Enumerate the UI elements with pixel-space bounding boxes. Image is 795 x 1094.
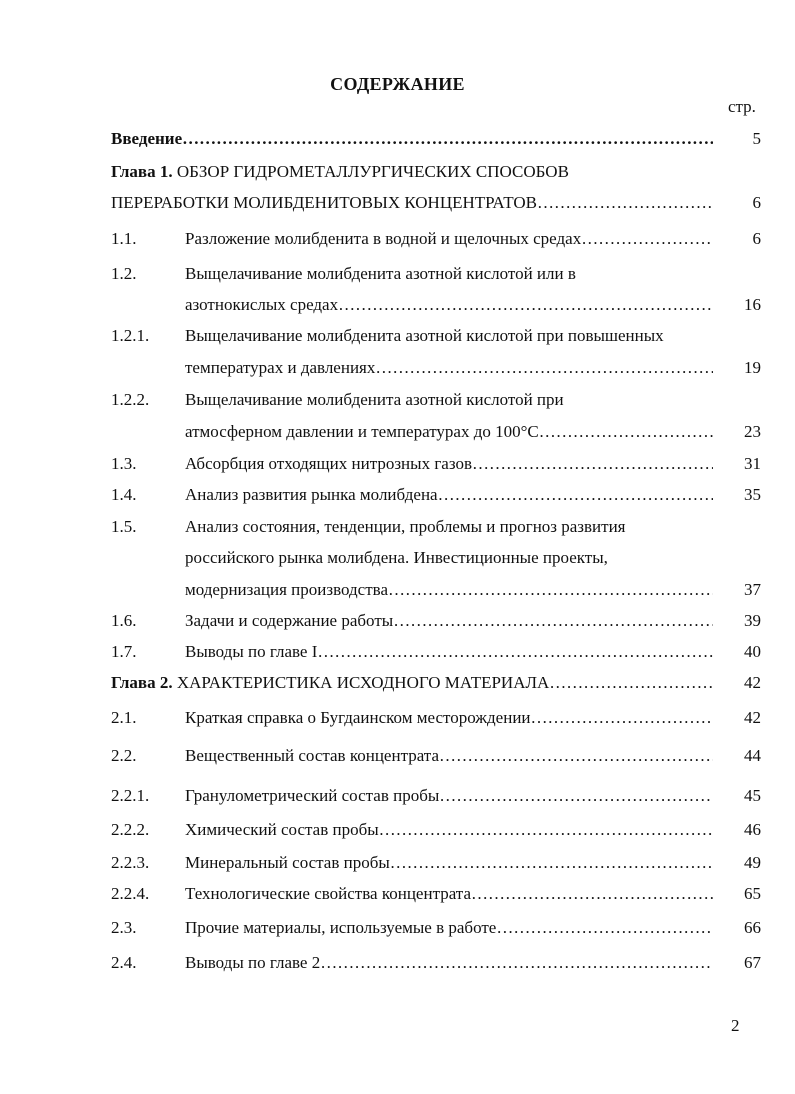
toc-entry-page: 6 <box>752 193 761 212</box>
toc-entry-page: 44 <box>744 746 761 765</box>
toc-entry-number: 1.2.2. <box>111 390 150 409</box>
toc-entry-text: азотнокислых средах ……………………………………………………………………………………………………………………………………………… <box>185 293 713 317</box>
toc-entry-text: Гранулометрический состав пробы ……………………………………………………………………………………………………………………………………………… <box>185 784 713 808</box>
toc-entry-number: 1.2. <box>111 264 137 283</box>
toc-entry <box>111 578 761 602</box>
toc-entry-number: 1.2.1. <box>111 326 150 345</box>
toc-entry <box>111 227 761 251</box>
toc-entry-text: Технологические свойства концентрата ……………………………………………………………………………………………………………………………………………… <box>185 882 713 906</box>
toc-entry-text: российского рынка молибдена. Инвестиционные проекты, <box>185 548 608 567</box>
toc-entry-page: 39 <box>744 611 761 630</box>
toc-entry-text: Минеральный состав пробы ……………………………………………………………………………………………………………………………………………… <box>185 851 713 875</box>
toc-entry-number: 2.2.4. <box>111 884 150 903</box>
toc-entry <box>111 388 761 412</box>
toc-entry-text: ОБЗОР ГИДРОМЕТАЛЛУРГИЧЕСКИХ СПОСОБОВ <box>172 162 569 181</box>
toc-entry-text: Выщелачивание молибденита азотной кислотой при повышенных <box>185 326 664 345</box>
toc-entry <box>111 671 761 695</box>
toc-entry-number: 1.1. <box>111 229 137 248</box>
toc-entry <box>111 546 761 570</box>
toc-entry-page: 35 <box>744 485 761 504</box>
toc-entry-text: Абсорбция отходящих нитрозных газов ……………………………………………………………………………………………………………………………………………… <box>185 452 713 476</box>
toc-entry-text: температурах и давлениях ……………………………………………………………………………………………………………………………………………… <box>185 356 713 380</box>
toc-entry-number: 2.2.2. <box>111 820 150 839</box>
toc-entry-text: Разложение молибденита в водной и щелочных средах ……………………………………………………………………………………………………………………………………………… <box>185 227 713 251</box>
toc-entry-number: 2.3. <box>111 918 137 937</box>
toc-entry-page: 19 <box>744 358 761 377</box>
toc-entry-page: 67 <box>744 953 761 972</box>
toc-entry-number: 2.2.3. <box>111 853 150 872</box>
page-title: СОДЕРЖАНИЕ <box>330 74 465 94</box>
toc-entry-page: 42 <box>744 708 761 727</box>
toc-entry-text: Задачи и содержание работы ……………………………………………………………………………………………………………………………………………… <box>185 609 713 633</box>
page-number: 2 <box>731 1016 740 1035</box>
toc-entry-text: ХАРАКТЕРИСТИКА ИСХОДНОГО МАТЕРИАЛА <box>172 673 550 692</box>
toc-entry-page: 46 <box>744 820 761 839</box>
toc-entry <box>111 784 761 808</box>
toc-entry <box>111 818 761 842</box>
toc-entry-number: 2.4. <box>111 953 137 972</box>
toc-entry-text: Прочие материалы, используемые в работе ……………………………………………………………………………………………………………………………………………… <box>185 916 713 940</box>
toc-entry-page: 37 <box>744 580 761 599</box>
toc-entry-page: 42 <box>744 673 761 692</box>
toc-entry-text: Краткая справка о Бугдаинском месторождении ……………………………………………………………………………………………………………………………………………… <box>185 706 713 730</box>
toc-entry-text: атмосферном давлении и температурах до 100°С ……………………………………………………………………………………………………………………………………………… <box>185 420 713 444</box>
toc-entry <box>111 515 761 539</box>
toc-entry-text: Выводы по главе 2 ……………………………………………………………………………………………………………………………………………… <box>185 951 713 975</box>
toc-entry-page: 49 <box>744 853 761 872</box>
toc-entry <box>111 293 761 317</box>
toc-entry-page: 16 <box>744 295 761 314</box>
toc-entry <box>111 160 761 184</box>
toc-entry <box>111 262 761 286</box>
toc-entry-text: ПЕРЕРАБОТКИ МОЛИБДЕНИТОВЫХ КОНЦЕНТРАТОВ ……………………………………………………………………………………………………………………………………………… <box>111 191 713 215</box>
toc-entry <box>111 882 761 906</box>
toc-entry-number: 1.6. <box>111 611 137 630</box>
toc-entry <box>111 420 761 444</box>
toc-entry-page: 65 <box>744 884 761 903</box>
toc-entry-page: 40 <box>744 642 761 661</box>
toc-entry-text: Вещественный состав концентрата ……………………………………………………………………………………………………………………………………………… <box>185 744 713 768</box>
toc-entry <box>111 127 761 151</box>
toc-entry-number: 1.4. <box>111 485 137 504</box>
toc-entry-page: 6 <box>752 229 761 248</box>
toc-entry-number: 1.3. <box>111 454 137 473</box>
toc-entry <box>111 640 761 664</box>
toc-entry <box>111 191 761 215</box>
toc-entry <box>111 324 761 348</box>
toc-entry <box>111 951 761 975</box>
toc-entry-page: 23 <box>744 422 761 441</box>
toc-entry-text: Выводы по главе I ……………………………………………………………………………………………………………………………………………… <box>185 640 713 664</box>
toc-entry <box>111 356 761 380</box>
toc-entry-page: 66 <box>744 918 761 937</box>
toc-entry-number: 2.2. <box>111 746 137 765</box>
toc-entry-number: 1.5. <box>111 517 137 536</box>
toc-entry-text: Анализ развития рынка молибдена ……………………………………………………………………………………………………………………………………………… <box>185 483 713 507</box>
toc-entry <box>111 851 761 875</box>
toc-entry <box>111 706 761 730</box>
chapter-label: Глава 2. <box>111 673 173 692</box>
toc-entry-label: Введение ……………………………………………………………………………………………………………………………………………… <box>111 127 713 151</box>
toc-entry <box>111 916 761 940</box>
toc-entry-text: Анализ состояния, тенденции, проблемы и прогноз развития <box>185 517 626 536</box>
toc-entry-page: 45 <box>744 786 761 805</box>
toc-entry-number: 1.7. <box>111 642 137 661</box>
toc-entry <box>111 609 761 633</box>
toc-entry-text: Выщелачивание молибденита азотной кислотой или в <box>185 264 576 283</box>
toc-entry-page: 31 <box>744 454 761 473</box>
toc-entry-number: 2.2.1. <box>111 786 150 805</box>
toc-entry-text: Выщелачивание молибденита азотной кислотой при <box>185 390 564 409</box>
chapter-label: Глава 1. <box>111 162 173 181</box>
toc-entry <box>111 452 761 476</box>
page-column-label: стр. <box>728 97 756 116</box>
toc-entry-text: Химический состав пробы ……………………………………………………………………………………………………………………………………………… <box>185 818 713 842</box>
toc-entry <box>111 744 761 768</box>
toc-entry-page: 5 <box>752 129 761 148</box>
toc-entry-number: 2.1. <box>111 708 137 727</box>
toc-entry <box>111 483 761 507</box>
toc-entry-text: модернизация производства ……………………………………………………………………………………………………………………………………………… <box>185 578 713 602</box>
